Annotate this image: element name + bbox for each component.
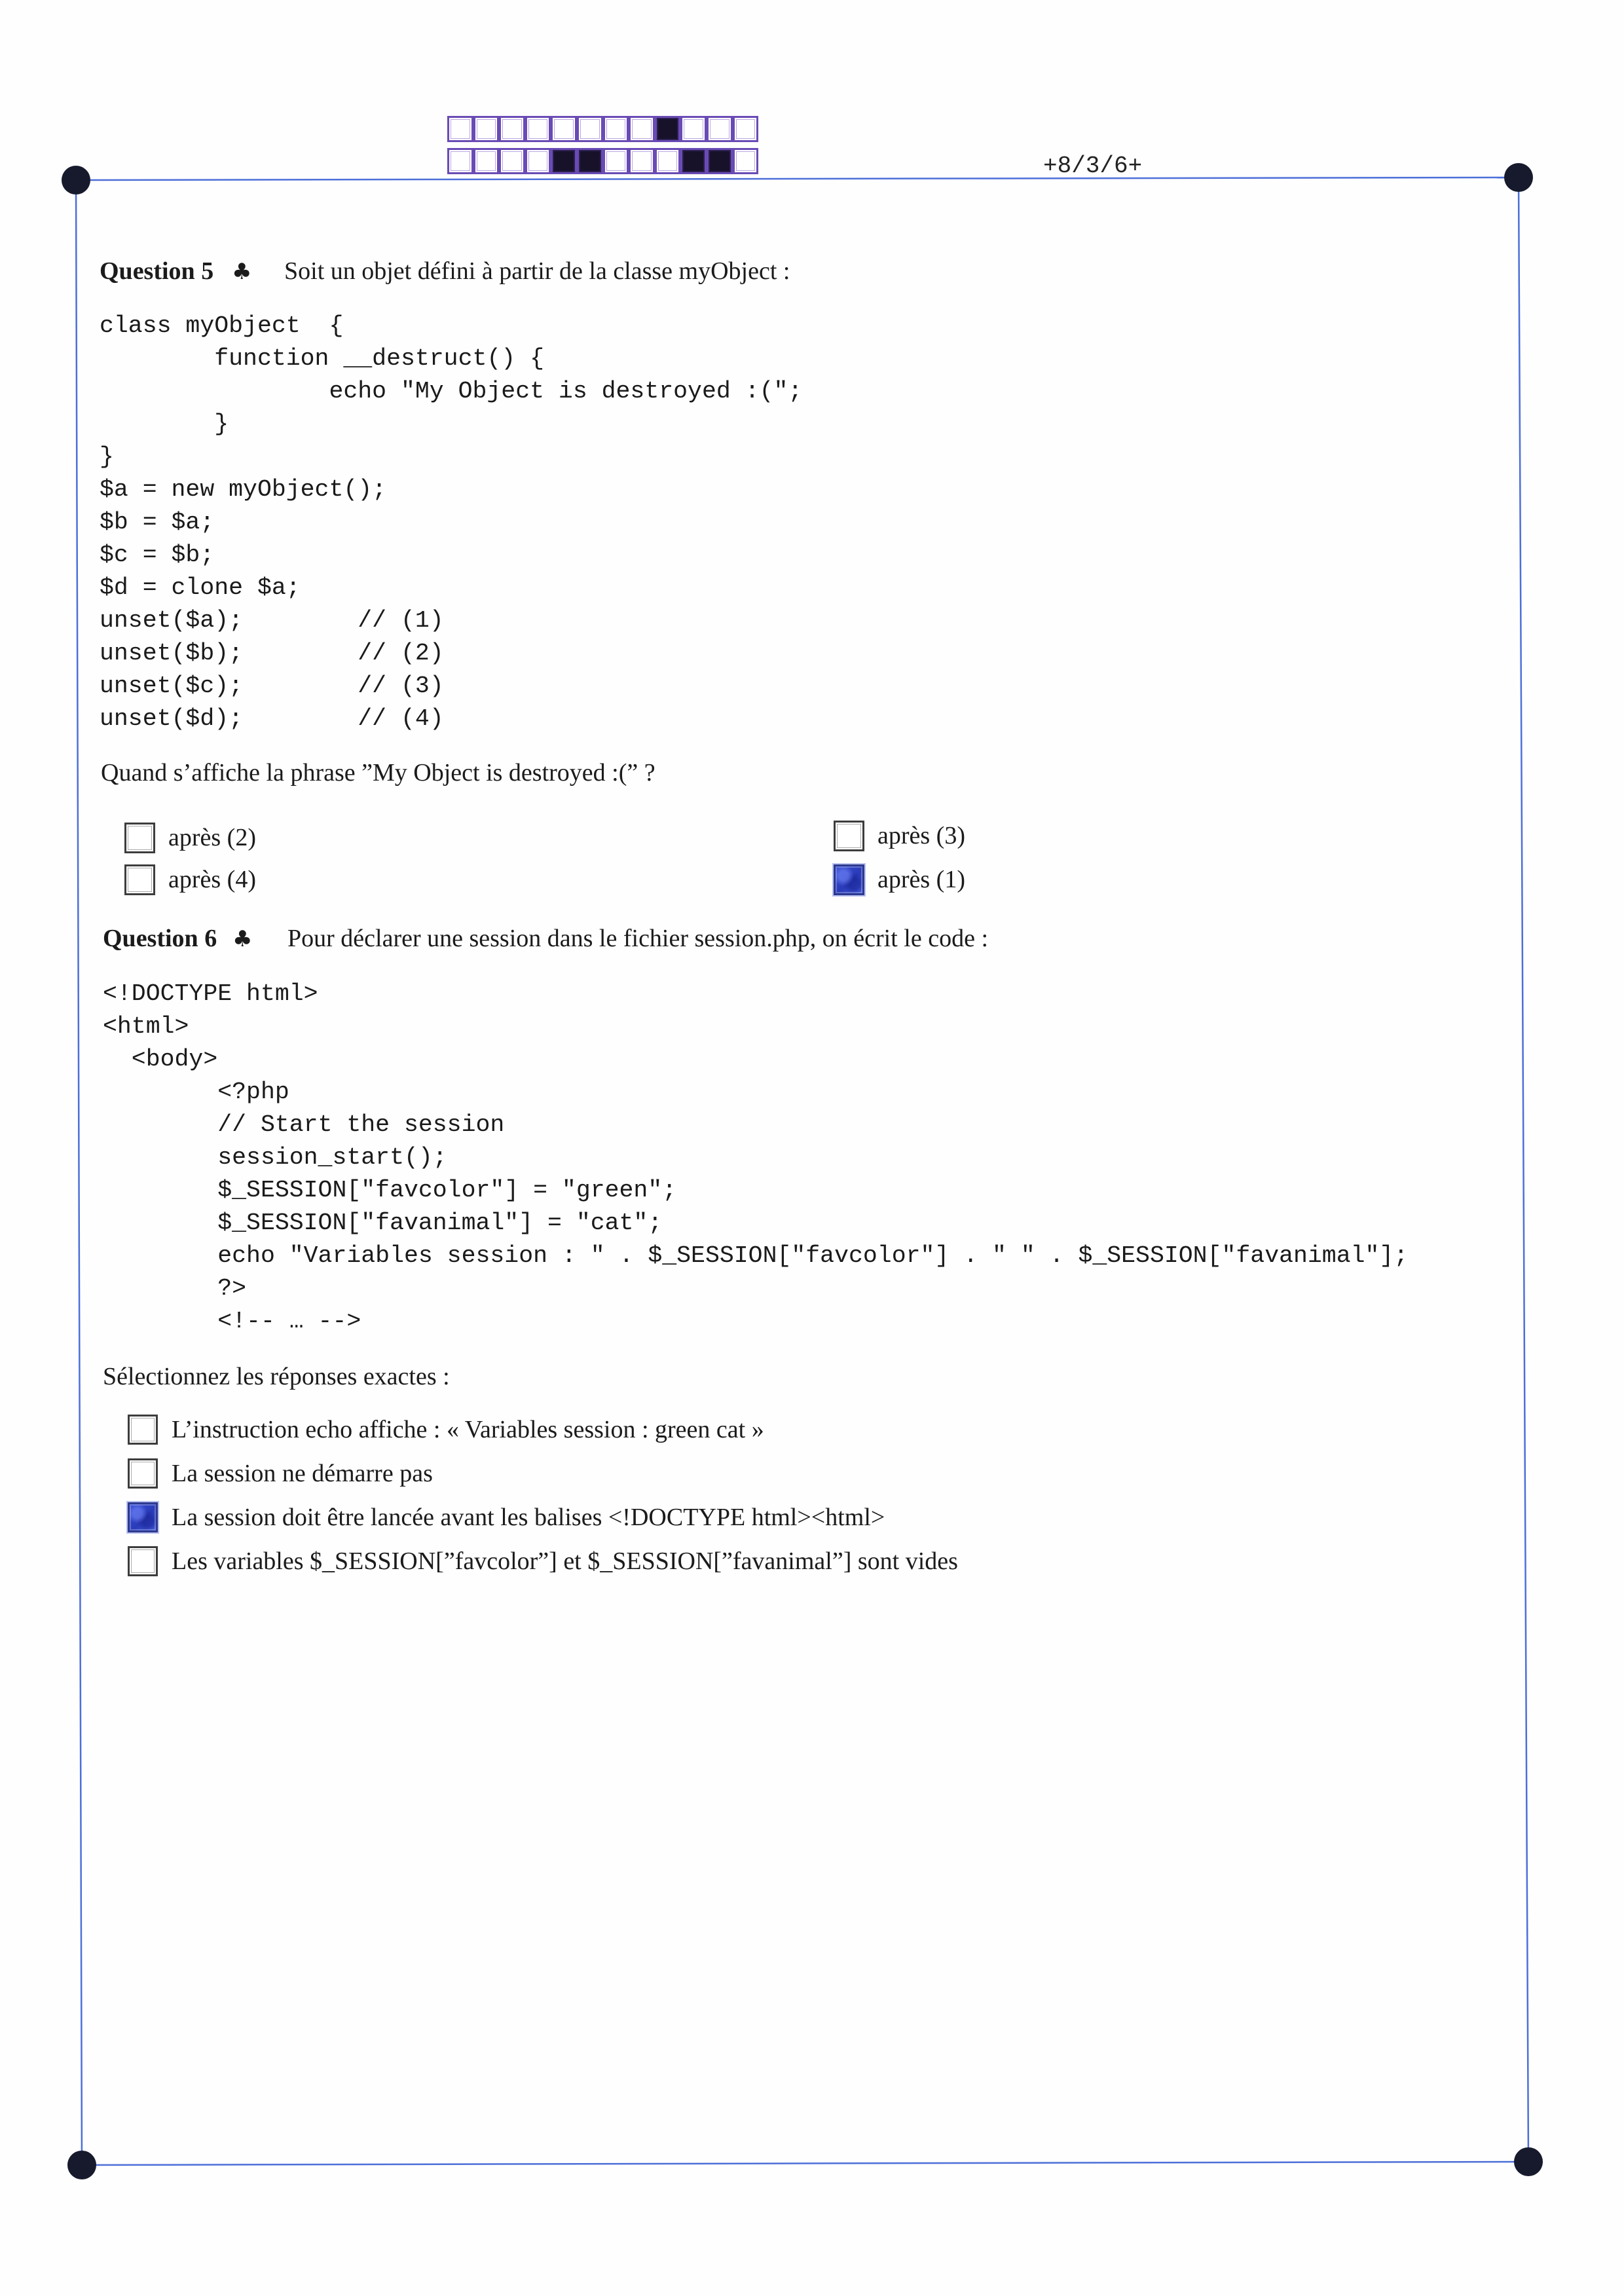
frame-bottom-line bbox=[82, 2162, 1528, 2165]
code-line: } bbox=[100, 411, 229, 437]
corner-mark-top-right bbox=[1504, 163, 1533, 192]
binary-code-box bbox=[603, 148, 629, 174]
answer-label: Les variables $_SESSION[”favcolor”] et $_SESSION[”favanimal”] sont vides bbox=[172, 1547, 958, 1575]
binary-code-box bbox=[733, 116, 759, 142]
code-line: $d = clone $a; bbox=[100, 574, 301, 601]
binary-code-box bbox=[680, 116, 707, 142]
question-5-code-block bbox=[100, 310, 802, 735]
code-line: <?php bbox=[103, 1079, 289, 1105]
binary-code-row bbox=[447, 148, 758, 174]
answer-checkbox[interactable] bbox=[128, 1502, 158, 1532]
binary-code-box bbox=[551, 116, 577, 142]
question-6-label: Question 6 bbox=[103, 925, 217, 952]
answer-option-echo-output[interactable] bbox=[128, 1415, 1110, 1445]
frame-right-line bbox=[1519, 177, 1528, 2162]
answer-option-session-before-doctype[interactable] bbox=[128, 1502, 1110, 1533]
code-line: <!-- … --> bbox=[103, 1308, 361, 1335]
code-line: ?> bbox=[103, 1275, 247, 1302]
binary-code-box bbox=[525, 116, 551, 142]
binary-page-code bbox=[447, 116, 758, 174]
question-5-prompt: Soit un objet défini à partir de la classe myObject : bbox=[284, 257, 790, 285]
binary-code-box bbox=[525, 148, 551, 174]
binary-code-row bbox=[447, 116, 758, 142]
answer-checkbox[interactable] bbox=[128, 1458, 158, 1489]
code-line: unset($b); // (2) bbox=[100, 640, 444, 667]
answer-option-session-not-started[interactable] bbox=[128, 1458, 1110, 1489]
code-line: unset($a); // (1) bbox=[100, 607, 444, 634]
answer-label: La session ne démarre pas bbox=[172, 1460, 433, 1487]
binary-code-box-filled bbox=[707, 148, 733, 174]
code-line: class myObject { bbox=[100, 312, 344, 339]
corner-mark-bottom-left bbox=[67, 2151, 96, 2179]
binary-code-box bbox=[707, 116, 733, 142]
code-line: // Start the session bbox=[103, 1111, 505, 1138]
answer-checkbox[interactable] bbox=[834, 864, 864, 895]
club-icon: ♣ bbox=[232, 926, 253, 952]
answer-option-apres-1[interactable] bbox=[834, 864, 1624, 895]
answer-label: après (2) bbox=[168, 824, 256, 851]
code-line: echo "Variables session : " . $_SESSION["favcolor"] . " " . $_SESSION["favanimal"]; bbox=[103, 1242, 1409, 1269]
code-line: $a = new myObject(); bbox=[100, 476, 387, 503]
binary-code-box bbox=[473, 148, 500, 174]
binary-code-box bbox=[447, 116, 473, 142]
binary-code-box-filled bbox=[655, 116, 681, 142]
answer-checkbox[interactable] bbox=[128, 1546, 158, 1576]
binary-code-box bbox=[655, 148, 681, 174]
answer-label: La session doit être lancée avant les balises <!DOCTYPE html><html> bbox=[172, 1504, 885, 1531]
answer-label: après (3) bbox=[877, 822, 965, 849]
answer-label: après (4) bbox=[168, 866, 256, 893]
question-5-text: Quand s’affiche la phrase ”My Object is destroyed :(” ? bbox=[101, 759, 655, 787]
code-line: $_SESSION["favanimal"] = "cat"; bbox=[103, 1210, 663, 1236]
frame-top-line bbox=[76, 177, 1519, 180]
binary-code-box-filled bbox=[577, 148, 603, 174]
question-6-instruction: Sélectionnez les réponses exactes : bbox=[103, 1363, 450, 1390]
club-icon: ♣ bbox=[232, 259, 252, 285]
code-line: <!DOCTYPE html> bbox=[103, 980, 318, 1007]
binary-code-box bbox=[629, 148, 655, 174]
answer-checkbox[interactable] bbox=[124, 823, 155, 853]
binary-code-box-filled bbox=[551, 148, 577, 174]
binary-code-box bbox=[499, 116, 525, 142]
code-line: unset($d); // (4) bbox=[100, 705, 444, 732]
binary-code-box bbox=[733, 148, 759, 174]
question-5-label: Question 5 bbox=[100, 257, 214, 285]
binary-code-box bbox=[629, 116, 655, 142]
question-6-prompt: Pour déclarer une session dans le fichier session.php, on écrit le code : bbox=[287, 925, 989, 952]
binary-code-box bbox=[447, 148, 473, 174]
binary-code-box bbox=[603, 116, 629, 142]
answer-label: après (1) bbox=[877, 866, 965, 893]
page-code: +8/3/6+ bbox=[1043, 153, 1143, 179]
binary-code-box bbox=[577, 116, 603, 142]
binary-code-box bbox=[499, 148, 525, 174]
question-6-code-block bbox=[103, 978, 1408, 1338]
answer-checkbox[interactable] bbox=[128, 1415, 158, 1445]
code-line: <html> bbox=[103, 1013, 189, 1040]
frame-left-line bbox=[76, 180, 82, 2165]
code-line: $c = $b; bbox=[100, 542, 215, 568]
code-line: $b = $a; bbox=[100, 509, 215, 536]
code-line: function __destruct() { bbox=[100, 345, 545, 372]
answer-checkbox[interactable] bbox=[834, 821, 864, 851]
binary-code-box bbox=[473, 116, 500, 142]
answer-label: L’instruction echo affiche : « Variables session : green cat » bbox=[172, 1416, 764, 1443]
code-line: session_start(); bbox=[103, 1144, 447, 1171]
corner-mark-bottom-right bbox=[1514, 2147, 1543, 2176]
corner-mark-top-left bbox=[62, 166, 90, 194]
answer-option-apres-3[interactable] bbox=[834, 821, 1624, 851]
code-line: $_SESSION["favcolor"] = "green"; bbox=[103, 1177, 677, 1204]
code-line: <body> bbox=[103, 1046, 218, 1073]
code-line: echo "My Object is destroyed :("; bbox=[100, 378, 803, 405]
code-line: } bbox=[100, 443, 114, 470]
answer-checkbox[interactable] bbox=[124, 864, 155, 895]
code-line: unset($c); // (3) bbox=[100, 673, 444, 699]
answer-option-variables-empty[interactable] bbox=[128, 1546, 1110, 1577]
binary-code-box-filled bbox=[680, 148, 707, 174]
